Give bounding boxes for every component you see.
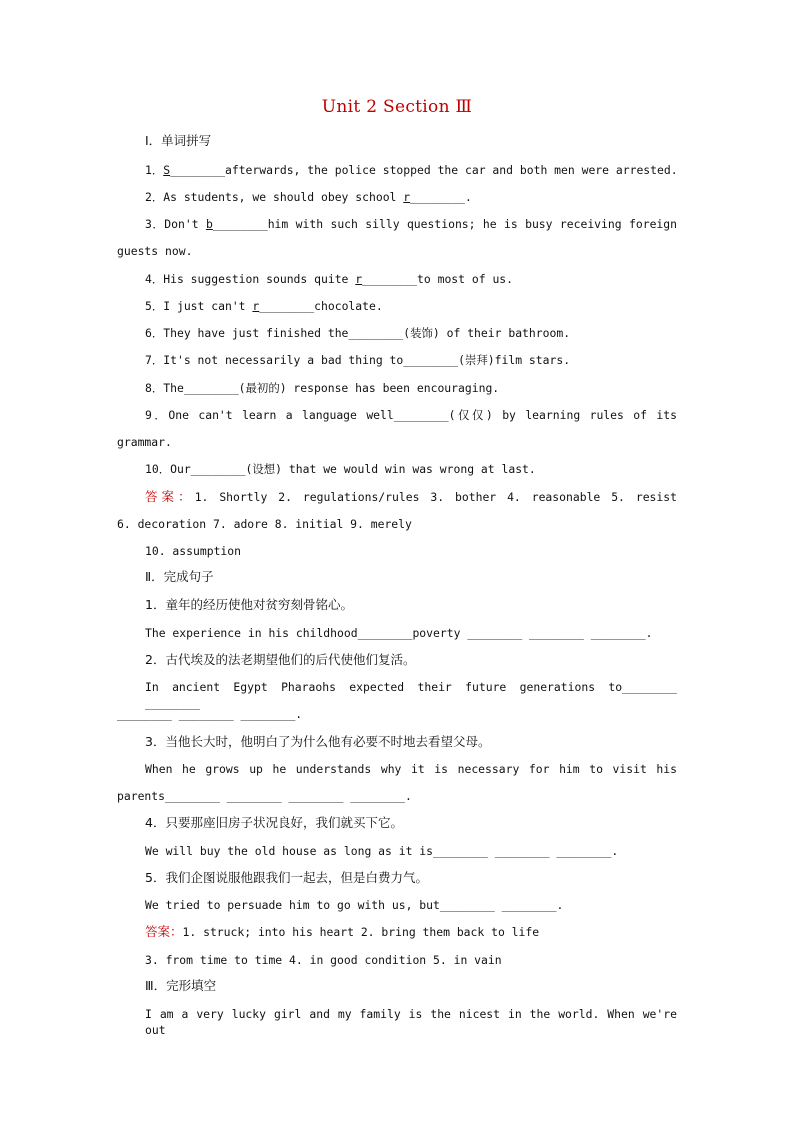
sentence-2-2-chinese: 2．古代埃及的法老期望他们的后代使他们复活。 [145,652,416,667]
hint-letter: S [163,163,171,177]
page-title: Unit 2 Section Ⅲ [321,97,473,117]
hint-letter: b [205,217,213,231]
sentence-2-3-chinese: 3．当他长大时，他明白了为什么他有必要不时地去看望父母。 [145,734,491,749]
answer-blank: ________ [410,190,466,204]
question-number: 9． [145,408,169,422]
question-text: The________(最初的) response has been encouraging. [163,381,500,395]
sentence-2-2-english: In ancient Egypt Pharaohs expected their future generations to________ ________ [145,680,677,710]
hint-letter: r [403,190,411,204]
question-1-3 [145,216,677,232]
question-1-10 [145,461,685,477]
question-number: 4． [145,272,164,286]
sentence-2-4-chinese: 4．只要那座旧房子状况良好，我们就买下它。 [145,815,403,830]
sentence-2-5-chinese: 5．我们企图说服他跟我们一起去，但是白费力气。 [145,870,428,885]
section-1-answers-line-2: 6. decoration 7. adore 8. initial 9. merely [117,517,412,531]
section-3-heading: Ⅲ．完形填空 [145,978,217,993]
question-number: 5． [145,299,164,313]
question-1-3-continued: guests now. [117,244,193,258]
question-number: 6． [145,326,164,340]
question-number: 10． [145,462,171,476]
answer-text: 1. struck; into his heart 2. bring them back to life [182,925,540,939]
question-1-8 [145,380,685,396]
answer-label: 答案： [145,489,195,504]
answer-blank: ________ [362,272,418,286]
answer-blank: ________ [212,217,268,231]
section-1-heading: Ⅰ．单词拼写 [145,133,212,148]
sentence-2-3-continued: parents________ ________ ________ ________. [117,789,412,803]
question-number: 3． [145,217,165,231]
question-text: Don't [164,217,206,231]
answer-label: 答案： [145,924,183,939]
sentence-2-2-continued: ________ ________ ________. [117,707,303,721]
question-1-9-continued: grammar. [117,435,172,449]
answer-blank: ________ [259,299,315,313]
question-number: 2． [145,190,164,204]
question-text: One can't learn a language well________(仅仅) by learning rules of its [168,408,677,422]
question-1-7 [145,352,685,368]
sentence-2-3-english: When he grows up he understands why it is necessary for him to visit his [145,762,677,776]
question-text: Our________(设想) that we would win was wrong at last. [170,462,536,476]
question-text: afterwards, the police stopped the car and both men were arrested. [224,163,678,177]
question-1-6 [145,325,685,341]
question-text: As students, we should obey school [163,190,404,204]
question-1-1 [145,162,685,178]
question-text: His suggestion sounds quite [163,272,356,286]
cloze-passage-first-line: I am a very lucky girl and my family is the nicest in the world. When we're out [145,1007,677,1037]
sentence-2-1-chinese: 1．童年的经历使他对贫穷刻骨铭心。 [145,597,353,612]
question-text: They have just finished the________(装饰) of their bathroom. [163,326,571,340]
hint-letter: r [355,272,363,286]
question-text: to most of us. [417,272,514,286]
section-2-answers-line-2: 3. from time to time 4. in good condition 5. in vain [145,953,502,967]
section-1-answers [145,489,677,505]
question-number: 7． [145,353,164,367]
question-text: chocolate. [314,299,383,313]
section-2-heading: Ⅱ．完成句子 [145,569,214,584]
section-2-answers [145,924,685,940]
question-number: 1． [145,163,164,177]
question-text: . [465,190,472,204]
sentence-2-1-english: The experience in his childhood________poverty ________ ________ ________. [145,626,653,640]
question-number: 8． [145,381,164,395]
sentence-2-5-english: We tried to persuade him to go with us, but________ ________. [145,898,564,912]
answer-text: 1. Shortly 2. regulations/rules 3. bother 4. reasonable 5. resist [194,490,677,504]
question-1-9 [145,407,677,423]
question-1-5 [145,298,685,314]
question-1-2 [145,189,685,205]
question-1-4 [145,271,685,287]
hint-letter: r [252,299,260,313]
answer-blank: ________ [170,163,225,177]
question-text: It's not necessarily a bad thing to________(崇拜)film stars. [163,353,571,367]
sentence-2-4-english: We will buy the old house as long as it is________ ________ ________. [145,844,619,858]
section-1-answers-line-3: 10. assumption [145,544,242,558]
question-text: I just can't [163,299,253,313]
question-text: him with such silly questions; he is busy receiving foreign [267,217,677,231]
